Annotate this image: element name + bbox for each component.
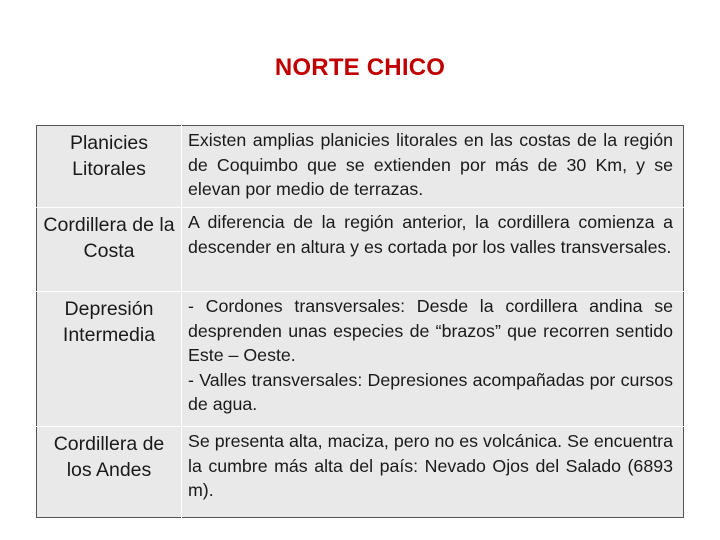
term-cell: Depresión Intermedia xyxy=(37,292,182,427)
definition-text: - Cordones transversales: Desde la cordillera andina se desprenden unas especies de “brazos” que recorren sentido Este – Oeste. xyxy=(188,296,673,365)
table-row xyxy=(37,126,684,208)
table-row xyxy=(37,208,684,292)
table-row xyxy=(37,427,684,518)
definition-cell xyxy=(182,292,684,427)
page-title: NORTE CHICO xyxy=(274,54,446,81)
definition-text: Se presenta alta, maciza, pero no es volcánica. Se encuentra la cumbre más alta del país: Nevado Ojos del Salado (6893 m). xyxy=(188,431,673,500)
definition-text: - Valles transversales: Depresiones acompañadas por cursos de agua. xyxy=(188,369,673,414)
term-cell: Cordillera de la Costa xyxy=(37,208,182,292)
regions-table xyxy=(36,125,684,518)
definition-cell xyxy=(182,427,684,518)
table-row xyxy=(37,292,684,427)
term-cell: Planicies Litorales xyxy=(37,126,182,208)
term-cell: Cordillera de los Andes xyxy=(37,427,182,518)
definition-cell xyxy=(182,208,684,292)
definition-cell xyxy=(182,126,684,208)
definition-text: Existen amplias planicies litorales en las costas de la región de Coquimbo que se extienden por más de 30 Km, y se elevan por medio de terrazas. xyxy=(188,130,673,199)
definition-text: A diferencia de la región anterior, la cordillera comienza a descender en altura y es cortada por los valles transversales. xyxy=(188,212,673,257)
